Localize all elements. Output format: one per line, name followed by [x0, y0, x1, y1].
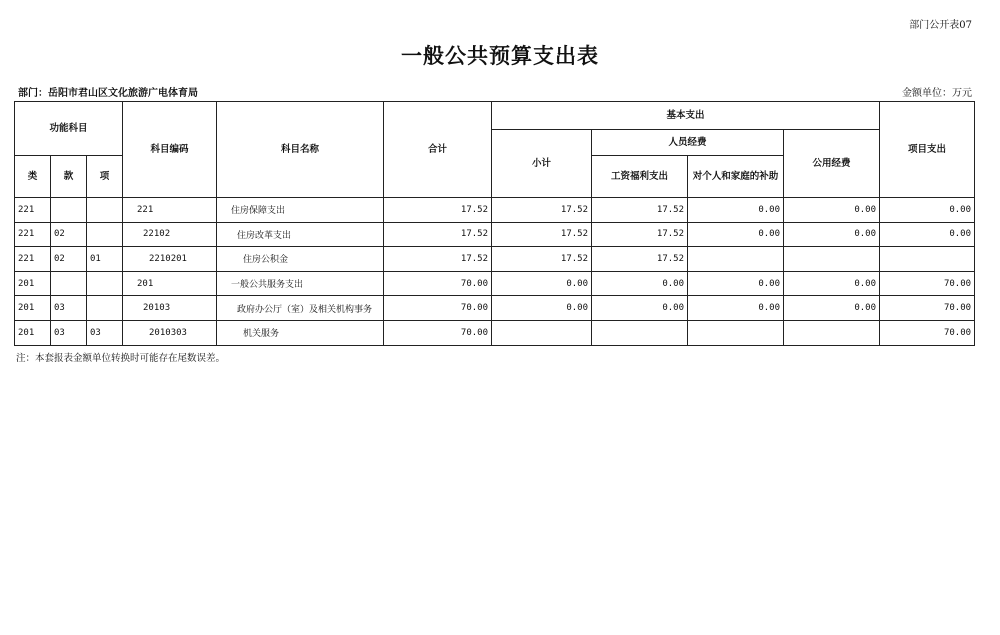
header-project: 项目支出	[880, 102, 975, 198]
cell-name: 一般公共服务支出	[217, 271, 384, 296]
cell-total: 70.00	[384, 320, 492, 345]
cell-project: 70.00	[880, 271, 975, 296]
cell-lei: 201	[15, 320, 51, 345]
cell-kuan: 03	[51, 320, 87, 345]
table-row	[15, 198, 975, 223]
cell-project: 70.00	[880, 296, 975, 321]
cell-public: 0.00	[784, 222, 880, 247]
table-row	[15, 296, 975, 321]
header-subtotal: 小计	[492, 130, 592, 198]
footnote: 注：本套报表金额单位转换时可能存在尾数误差。	[16, 353, 226, 364]
cell-total: 70.00	[384, 296, 492, 321]
table-body	[15, 198, 975, 346]
cell-project: 0.00	[880, 222, 975, 247]
cell-wages: 0.00	[592, 296, 688, 321]
cell-subsidy: 0.00	[688, 271, 784, 296]
header-wages: 工资福利支出	[592, 156, 688, 198]
cell-subsidy	[688, 247, 784, 272]
cell-code: 22102	[123, 222, 217, 247]
cell-subtotal: 17.52	[492, 247, 592, 272]
cell-kuan: 02	[51, 247, 87, 272]
cell-xiang	[87, 198, 123, 223]
cell-lei: 201	[15, 296, 51, 321]
form-number: 部门公开表07	[909, 20, 972, 31]
cell-xiang: 03	[87, 320, 123, 345]
page-title: 一般公共预算支出表	[401, 44, 599, 68]
cell-subtotal: 17.52	[492, 198, 592, 223]
cell-code: 221	[123, 198, 217, 223]
header-subsidy: 对个人和家庭的补助	[688, 156, 784, 198]
cell-code: 2010303	[123, 320, 217, 345]
header-personnel: 人员经费	[592, 130, 784, 156]
cell-code: 201	[123, 271, 217, 296]
header-kuan: 款	[51, 156, 87, 198]
unit-label: 金额单位：万元	[902, 88, 972, 99]
cell-total: 17.52	[384, 198, 492, 223]
table-row	[15, 320, 975, 345]
cell-kuan	[51, 271, 87, 296]
cell-total: 17.52	[384, 247, 492, 272]
department-label: 部门：岳阳市君山区文化旅游广电体育局	[18, 88, 198, 99]
cell-wages: 17.52	[592, 198, 688, 223]
cell-lei: 221	[15, 247, 51, 272]
table-row	[15, 222, 975, 247]
cell-subsidy: 0.00	[688, 198, 784, 223]
cell-name: 住房改革支出	[217, 222, 384, 247]
cell-subtotal: 0.00	[492, 271, 592, 296]
header-lei: 类	[15, 156, 51, 198]
cell-subtotal: 17.52	[492, 222, 592, 247]
table-row	[15, 271, 975, 296]
cell-name: 住房公积金	[217, 247, 384, 272]
cell-xiang: 01	[87, 247, 123, 272]
cell-project: 0.00	[880, 198, 975, 223]
cell-total: 70.00	[384, 271, 492, 296]
table-row	[15, 247, 975, 272]
cell-project: 70.00	[880, 320, 975, 345]
cell-code: 20103	[123, 296, 217, 321]
cell-code: 2210201	[123, 247, 217, 272]
cell-name: 机关服务	[217, 320, 384, 345]
cell-xiang	[87, 271, 123, 296]
header-total: 合计	[384, 102, 492, 198]
cell-kuan: 03	[51, 296, 87, 321]
header-func-subject: 功能科目	[15, 102, 123, 156]
cell-public	[784, 320, 880, 345]
cell-subtotal: 0.00	[492, 296, 592, 321]
cell-public: 0.00	[784, 198, 880, 223]
cell-name: 政府办公厅（室）及相关机构事务	[217, 296, 384, 321]
budget-table	[14, 101, 975, 346]
cell-subsidy: 0.00	[688, 296, 784, 321]
cell-public: 0.00	[784, 296, 880, 321]
header-name: 科目名称	[217, 102, 384, 198]
cell-public	[784, 247, 880, 272]
cell-wages: 17.52	[592, 247, 688, 272]
cell-lei: 221	[15, 198, 51, 223]
cell-xiang	[87, 222, 123, 247]
cell-wages: 0.00	[592, 271, 688, 296]
cell-wages	[592, 320, 688, 345]
cell-kuan	[51, 198, 87, 223]
cell-total: 17.52	[384, 222, 492, 247]
cell-wages: 17.52	[592, 222, 688, 247]
header-public: 公用经费	[784, 130, 880, 198]
cell-name: 住房保障支出	[217, 198, 384, 223]
cell-public: 0.00	[784, 271, 880, 296]
cell-project	[880, 247, 975, 272]
cell-xiang	[87, 296, 123, 321]
cell-subsidy: 0.00	[688, 222, 784, 247]
cell-lei: 201	[15, 271, 51, 296]
header-code: 科目编码	[123, 102, 217, 198]
cell-lei: 221	[15, 222, 51, 247]
cell-kuan: 02	[51, 222, 87, 247]
header-xiang: 项	[87, 156, 123, 198]
cell-subsidy	[688, 320, 784, 345]
cell-subtotal	[492, 320, 592, 345]
header-basic: 基本支出	[492, 102, 880, 130]
